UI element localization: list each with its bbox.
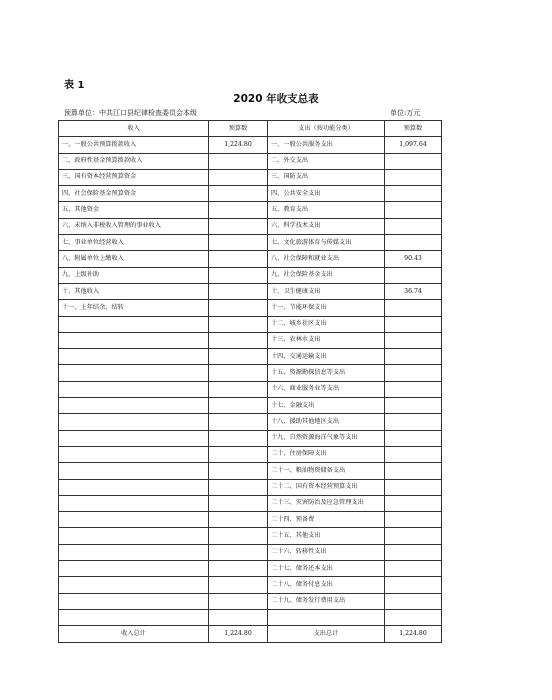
income-budget: 1,224.80	[209, 137, 268, 153]
income-budget	[209, 153, 268, 169]
expenditure-item: 二十三、灾害防治及应急管理支出	[268, 495, 385, 511]
expenditure-budget	[385, 300, 442, 316]
income-item: 四、社会保险基金预算资金	[59, 186, 209, 202]
income-budget	[209, 398, 268, 414]
income-item: 三、国有资本经营预算资金	[59, 169, 209, 185]
table-row	[59, 169, 442, 185]
expenditure-budget	[385, 332, 442, 348]
income-item	[59, 609, 209, 625]
money-unit-label: 单位:万元	[390, 109, 421, 117]
income-item: 十、其他收入	[59, 283, 209, 299]
income-budget	[209, 349, 268, 365]
income-item	[59, 495, 209, 511]
income-budget	[209, 544, 268, 560]
income-budget	[209, 495, 268, 511]
expenditure-budget	[385, 446, 442, 462]
income-budget	[209, 186, 268, 202]
expenditure-item: 十七、金融支出	[268, 398, 385, 414]
income-budget	[209, 430, 268, 446]
table-row	[59, 186, 442, 202]
expenditure-budget	[385, 528, 442, 544]
expenditure-item: 二十九、债务发行费用支出	[268, 593, 385, 609]
income-budget	[209, 316, 268, 332]
expenditure-item: 二十四、预备费	[268, 512, 385, 528]
income-item: 二、政府性基金预算拨款收入	[59, 153, 209, 169]
income-budget	[209, 251, 268, 267]
table-row	[59, 528, 442, 544]
table-number-label: 表 1	[64, 80, 85, 91]
expenditure-item: 二十八、债务付息支出	[268, 577, 385, 593]
income-budget	[209, 202, 268, 218]
table-row	[59, 495, 442, 511]
income-item	[59, 577, 209, 593]
expenditure-item: 十六、商业服务业等支出	[268, 381, 385, 397]
table-row	[59, 479, 442, 495]
expenditure-budget	[385, 479, 442, 495]
expenditure-item: 十三、农林水支出	[268, 332, 385, 348]
income-item: 十一、上年结余、结转	[59, 300, 209, 316]
expenditure-budget	[385, 398, 442, 414]
income-item	[59, 349, 209, 365]
income-budget	[209, 283, 268, 299]
expenditure-budget	[385, 202, 442, 218]
table-row	[59, 137, 442, 153]
income-item: 一、一般公共预算拨款收入	[59, 137, 209, 153]
expenditure-total-value: 1,224.80	[385, 626, 442, 642]
income-item: 五、其他资金	[59, 202, 209, 218]
expenditure-item: 十一、节能环保支出	[268, 300, 385, 316]
income-budget	[209, 609, 268, 625]
expenditure-item: 二十七、债务还本支出	[268, 561, 385, 577]
income-item	[59, 414, 209, 430]
income-item	[59, 332, 209, 348]
expenditure-item: 七、文化旅游体育与传媒支出	[268, 235, 385, 251]
income-item	[59, 561, 209, 577]
table-row	[59, 251, 442, 267]
income-item: 七、事业单位经营收入	[59, 235, 209, 251]
expenditure-budget	[385, 169, 442, 185]
income-item	[59, 316, 209, 332]
expenditure-item: 二十二、国有资本经营预算支出	[268, 479, 385, 495]
income-budget	[209, 169, 268, 185]
expenditure-budget	[385, 186, 442, 202]
expenditure-item: 十四、交通运输支出	[268, 349, 385, 365]
table-row	[59, 365, 442, 381]
expenditure-budget: 36.74	[385, 283, 442, 299]
table-row	[59, 381, 442, 397]
table-row	[59, 202, 442, 218]
expenditure-budget	[385, 414, 442, 430]
expenditure-budget	[385, 512, 442, 528]
income-budget	[209, 300, 268, 316]
expenditure-item: 九、社会保险基金支出	[268, 267, 385, 283]
header-income: 收入	[59, 121, 209, 137]
income-total-label: 收入总计	[59, 626, 209, 642]
expenditure-item: 四、公共安全支出	[268, 186, 385, 202]
income-item	[59, 381, 209, 397]
expenditure-item: 八、社会保障和就业支出	[268, 251, 385, 267]
income-item	[59, 398, 209, 414]
table-row	[59, 235, 442, 251]
income-budget	[209, 512, 268, 528]
income-item: 八、附属单位上缴收入	[59, 251, 209, 267]
total-row	[59, 626, 442, 642]
revenue-expenditure-table	[58, 120, 442, 643]
income-budget	[209, 267, 268, 283]
table-row	[59, 544, 442, 560]
income-item	[59, 479, 209, 495]
income-total-value: 1,224.80	[209, 626, 268, 642]
income-item	[59, 365, 209, 381]
income-budget	[209, 593, 268, 609]
table-row	[59, 267, 442, 283]
expenditure-item: 二十五、其他支出	[268, 528, 385, 544]
table-row	[59, 609, 442, 625]
table-row	[59, 153, 442, 169]
expenditure-budget	[385, 267, 442, 283]
income-budget	[209, 528, 268, 544]
table-row	[59, 283, 442, 299]
table-header-row	[59, 121, 442, 137]
expenditure-item: 一、一般公共服务支出	[268, 137, 385, 153]
table-row	[59, 512, 442, 528]
expenditure-item: 三、国防支出	[268, 169, 385, 185]
income-budget	[209, 381, 268, 397]
table-row	[59, 561, 442, 577]
page-title: 2020 年收支总表	[233, 93, 319, 105]
income-budget	[209, 577, 268, 593]
expenditure-budget	[385, 349, 442, 365]
expenditure-budget	[385, 316, 442, 332]
income-item: 九、上级补助	[59, 267, 209, 283]
budget-unit-label: 预算单位：中共江口县纪律检查委员会本级	[64, 109, 197, 117]
expenditure-budget	[385, 544, 442, 560]
expenditure-budget	[385, 235, 442, 251]
table-row	[59, 577, 442, 593]
income-budget	[209, 463, 268, 479]
expenditure-item: 十、卫生健康支出	[268, 283, 385, 299]
expenditure-item: 十八、援助其他地区支出	[268, 414, 385, 430]
expenditure-total-label: 支出总计	[268, 626, 385, 642]
income-item	[59, 463, 209, 479]
income-item	[59, 544, 209, 560]
expenditure-budget: 1,097.64	[385, 137, 442, 153]
table-row	[59, 414, 442, 430]
expenditure-item	[268, 609, 385, 625]
expenditure-item: 二十六、转移性支出	[268, 544, 385, 560]
income-budget	[209, 479, 268, 495]
table-row	[59, 349, 442, 365]
expenditure-item: 十九、自然资源海洋气象等支出	[268, 430, 385, 446]
table-row	[59, 463, 442, 479]
income-item	[59, 512, 209, 528]
table-row	[59, 593, 442, 609]
header-expenditure: 支出（按功能分类）	[268, 121, 385, 137]
expenditure-budget	[385, 561, 442, 577]
expenditure-budget	[385, 365, 442, 381]
income-budget	[209, 561, 268, 577]
table-row	[59, 332, 442, 348]
table-row	[59, 446, 442, 462]
expenditure-budget: 90.43	[385, 251, 442, 267]
table-row	[59, 316, 442, 332]
income-budget	[209, 332, 268, 348]
income-budget	[209, 414, 268, 430]
table-row	[59, 430, 442, 446]
expenditure-item: 五、教育支出	[268, 202, 385, 218]
expenditure-item: 十五、资源勘探信息等支出	[268, 365, 385, 381]
expenditure-item: 六、科学技术支出	[268, 218, 385, 234]
expenditure-item: 二十、住房保障支出	[268, 446, 385, 462]
table-row	[59, 300, 442, 316]
income-item	[59, 593, 209, 609]
expenditure-budget	[385, 577, 442, 593]
income-budget	[209, 218, 268, 234]
income-item	[59, 446, 209, 462]
expenditure-budget	[385, 381, 442, 397]
expenditure-budget	[385, 593, 442, 609]
income-budget	[209, 235, 268, 251]
expenditure-budget	[385, 495, 442, 511]
table-row	[59, 398, 442, 414]
income-item: 六、未纳入非税收入管理的事业收入	[59, 218, 209, 234]
expenditure-budget	[385, 430, 442, 446]
income-item	[59, 430, 209, 446]
income-item	[59, 528, 209, 544]
header-expenditure-budget: 预算数	[385, 121, 442, 137]
expenditure-budget	[385, 463, 442, 479]
header-income-budget: 预算数	[209, 121, 268, 137]
expenditure-budget	[385, 153, 442, 169]
income-budget	[209, 365, 268, 381]
expenditure-budget	[385, 218, 442, 234]
income-budget	[209, 446, 268, 462]
expenditure-item: 二十一、粮油物资储备支出	[268, 463, 385, 479]
expenditure-item: 十二、城乡社区支出	[268, 316, 385, 332]
expenditure-item: 二、外交支出	[268, 153, 385, 169]
table-row	[59, 218, 442, 234]
expenditure-budget	[385, 609, 442, 625]
